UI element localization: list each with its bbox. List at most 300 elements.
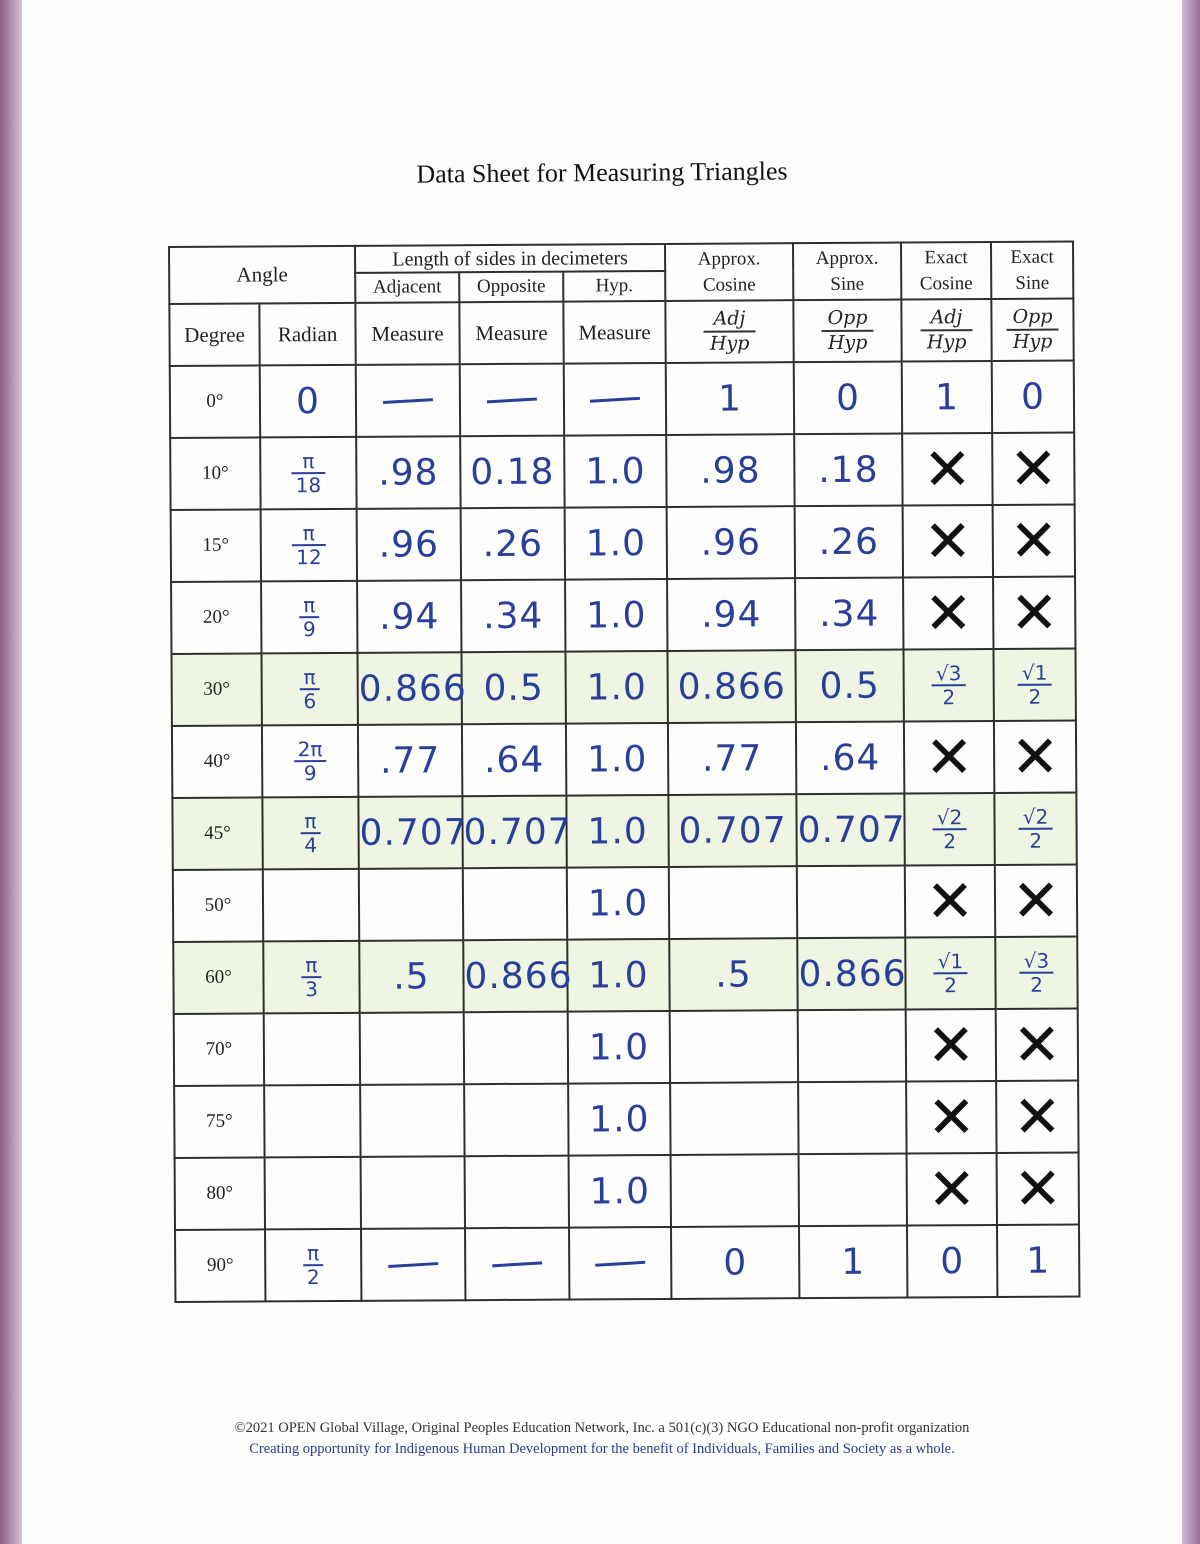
fraction-numerator: π <box>299 666 320 690</box>
radian-fraction <box>300 810 321 856</box>
header-approx-cosine-line2: Cosine <box>702 273 756 296</box>
opposite-value: .26 <box>482 523 544 565</box>
fraction-numerator: π <box>300 810 321 834</box>
adjacent-cell <box>358 652 467 725</box>
fraction-denominator: 2 <box>943 828 957 853</box>
approx-sine-cell <box>796 794 904 867</box>
exact-sine-cell <box>993 576 1075 648</box>
hyp-cell <box>564 435 666 508</box>
hyp-value: 1.0 <box>587 882 649 924</box>
adjacent-cell <box>361 1228 465 1301</box>
adjacent-cell <box>357 580 461 653</box>
exact-cosine-cell <box>905 865 995 938</box>
degree-cell <box>172 725 262 798</box>
opposite-value: .64 <box>483 739 545 781</box>
opposite-cell <box>462 652 566 725</box>
degree-value: 10° <box>202 462 229 484</box>
x-mark: ✕ <box>1011 866 1061 935</box>
fraction-denominator: 2 <box>306 1264 320 1289</box>
exact-sine-cell <box>992 360 1074 432</box>
exact-cosine-cell <box>906 1009 996 1082</box>
header-exact-cosine-line2: Cosine <box>919 272 973 294</box>
degree-cell <box>173 869 263 942</box>
approx-cosine-value: 0 <box>723 1241 748 1284</box>
header-exact-sine-line1: Exact <box>1010 246 1054 268</box>
approx-sine-value: 1 <box>841 1241 866 1283</box>
radian-cell <box>263 869 359 942</box>
exact-cosine-cell <box>907 1153 997 1226</box>
approx-cosine-cell <box>668 722 796 795</box>
exact-sine-cell <box>994 792 1076 864</box>
opposite-value: .34 <box>483 595 544 637</box>
degree-value: 30° <box>203 678 231 700</box>
radian-cell <box>260 365 356 438</box>
exact-sine-cell <box>995 936 1077 1008</box>
fraction-numerator: π <box>292 450 326 474</box>
opposite-value: 0.5 <box>483 667 544 709</box>
fraction-denominator: 4 <box>304 832 318 857</box>
radian-cell <box>264 1013 360 1086</box>
approx-sine-cell <box>797 938 905 1011</box>
radian-cell <box>263 941 359 1014</box>
fraction-numerator: π <box>299 594 320 618</box>
approx-cosine-cell <box>666 434 794 507</box>
exact-cosine-value: 1 <box>934 376 960 418</box>
adjacent-cell <box>361 1156 465 1229</box>
opposite-cell <box>461 508 565 581</box>
exact-cosine-fraction <box>934 950 968 996</box>
approx-cosine-cell <box>671 1154 799 1227</box>
exact-sine-cell <box>997 1224 1079 1296</box>
radian-fraction <box>292 522 326 568</box>
adjacent-cell <box>359 940 463 1013</box>
hyp-cell <box>567 867 669 940</box>
approx-sine-value: 0.707 <box>797 809 906 851</box>
hyp-value: 1.0 <box>589 1098 650 1140</box>
adjacent-value: .77 <box>379 739 441 782</box>
exact-cosine-cell <box>904 793 994 866</box>
hyp-value: 1.0 <box>585 522 647 564</box>
header-measure-hyp: Measure <box>563 301 665 364</box>
hyp-value-wrap <box>595 1254 645 1271</box>
hyp-value: 1.0 <box>585 450 646 492</box>
exact-sine-cell <box>995 864 1077 936</box>
fraction-numerator: π <box>292 522 326 546</box>
fraction-numerator: Adj <box>704 307 756 332</box>
x-mark: ✕ <box>1012 1082 1062 1151</box>
approx-cosine-value: 0.866 <box>677 665 786 708</box>
degree-value: 20° <box>202 606 230 628</box>
table-row <box>175 1152 1079 1230</box>
table-row <box>173 864 1077 942</box>
footer-tagline: Creating opportunity for Indigenous Human Development for the benefit of Individuals, Families and Society as a whole. <box>249 1441 955 1457</box>
fraction-denominator: 2 <box>1028 684 1042 709</box>
header-angle: Angle <box>169 246 355 304</box>
fraction-denominator: 6 <box>303 688 317 713</box>
opposite-value-wrap <box>487 391 537 408</box>
degree-cell <box>174 1013 264 1086</box>
approx-sine-cell <box>794 434 902 507</box>
header-exact-sine <box>991 241 1073 298</box>
degree-value: 70° <box>205 1038 233 1060</box>
opposite-cell <box>463 868 567 941</box>
degree-cell <box>171 653 261 726</box>
table-row <box>171 648 1075 726</box>
approx-cosine-cell <box>668 794 796 867</box>
header-opp-over-hyp <box>793 300 901 363</box>
fraction-numerator: π <box>301 954 322 978</box>
approx-cosine-cell <box>671 1226 799 1299</box>
exact-sine-cell <box>993 504 1075 576</box>
approx-sine-cell <box>796 650 904 723</box>
adjacent-value: 0.866 <box>358 667 467 710</box>
approx-cosine-value: .94 <box>701 593 762 636</box>
dash-mark <box>487 397 537 403</box>
degree-value: 40° <box>203 750 231 772</box>
hyp-cell <box>564 363 666 436</box>
header-approx-cosine <box>665 243 793 301</box>
degree-value: 0° <box>206 390 224 412</box>
exact-cosine-cell <box>907 1225 997 1298</box>
degree-cell <box>170 437 260 510</box>
header-hyp: Hyp. <box>563 271 665 302</box>
degree-cell <box>171 581 261 654</box>
exact-cosine-cell <box>903 505 993 578</box>
adjacent-value-wrap <box>383 391 433 408</box>
exact-sine-cell <box>997 1152 1079 1224</box>
dash-mark <box>388 1262 438 1268</box>
table-row <box>172 720 1076 798</box>
fraction-opp-hyp <box>821 307 873 355</box>
opposite-value: 0.866 <box>464 955 573 997</box>
hyp-value-wrap <box>590 390 640 407</box>
adjacent-cell <box>360 1012 464 1085</box>
exact-sine-fraction <box>1019 805 1053 851</box>
table-row <box>175 1224 1079 1302</box>
x-mark: ✕ <box>925 867 975 936</box>
hyp-value: 1.0 <box>588 954 649 996</box>
approx-sine-cell <box>795 506 903 579</box>
degree-value: 75° <box>205 1110 233 1132</box>
radian-cell <box>265 1157 361 1230</box>
hyp-value: 1.0 <box>588 1026 650 1068</box>
dash-mark <box>383 398 433 404</box>
x-mark: ✕ <box>926 1011 976 1080</box>
x-mark: ✕ <box>924 723 974 792</box>
approx-sine-cell <box>797 866 905 939</box>
degree-cell <box>171 509 261 582</box>
hyp-cell <box>568 1011 670 1084</box>
table-row <box>171 504 1075 582</box>
approx-sine-cell <box>796 722 904 795</box>
opposite-cell <box>462 796 572 869</box>
hyp-value: 1.0 <box>589 1170 651 1212</box>
table-row <box>170 360 1074 438</box>
fraction-denominator: Hyp <box>1012 330 1053 353</box>
approx-cosine-cell <box>669 866 797 939</box>
radian-cell <box>261 581 357 654</box>
approx-sine-value: 0.5 <box>819 665 880 707</box>
exact-cosine-cell <box>903 577 993 650</box>
adjacent-value-wrap <box>388 1255 438 1272</box>
degree-cell <box>173 941 263 1014</box>
exact-cosine-cell <box>902 433 992 506</box>
adjacent-cell <box>356 364 460 437</box>
approx-sine-cell <box>799 1226 907 1299</box>
x-mark: ✕ <box>1009 578 1059 647</box>
radian-fraction <box>294 738 327 784</box>
opposite-value: 0.707 <box>463 811 572 853</box>
header-degree: Degree <box>169 303 259 366</box>
x-mark: ✕ <box>1010 722 1060 791</box>
fraction-numerator: Adj <box>921 306 973 331</box>
opposite-cell <box>461 580 565 653</box>
exact-cosine-fraction <box>932 662 966 708</box>
x-mark: ✕ <box>1008 434 1058 503</box>
adjacent-value: .5 <box>393 955 430 998</box>
exact-cosine-cell <box>904 721 994 794</box>
radian-value: 0 <box>295 380 321 422</box>
exact-sine-fraction <box>1018 661 1052 707</box>
degree-value: 90° <box>206 1254 234 1276</box>
approx-cosine-cell <box>667 506 795 579</box>
adjacent-value: .94 <box>379 595 440 638</box>
adjacent-cell <box>357 508 461 581</box>
radian-fraction <box>299 666 320 712</box>
hyp-cell <box>566 651 668 724</box>
radian-cell <box>260 437 356 510</box>
header-approx-sine-line2: Sine <box>830 273 865 295</box>
approx-cosine-cell <box>670 1010 798 1083</box>
fraction-denominator: 2 <box>1029 828 1043 853</box>
fraction-numerator: π <box>303 1242 324 1266</box>
approx-sine-cell <box>794 362 902 435</box>
fraction-numerator: √3 <box>932 662 966 686</box>
hyp-value: 1.0 <box>586 594 647 636</box>
exact-sine-cell <box>996 1080 1078 1152</box>
degree-cell <box>174 1085 264 1158</box>
exact-cosine-fraction <box>933 806 967 852</box>
fraction-numerator: √2 <box>1019 805 1053 829</box>
fraction-denominator: 2 <box>1030 972 1044 997</box>
fraction-numerator: √1 <box>1018 661 1052 685</box>
fraction-denominator: 9 <box>303 760 317 785</box>
approx-sine-value: 0 <box>835 377 861 419</box>
approx-sine-value: .34 <box>819 593 880 635</box>
fraction-denominator: 2 <box>942 684 956 709</box>
adjacent-cell <box>356 436 460 509</box>
header-exact-cosine <box>901 242 991 300</box>
opposite-cell <box>460 436 564 509</box>
header-exact-sine-line2: Sine <box>1015 272 1050 294</box>
degree-cell <box>175 1157 265 1230</box>
approx-sine-cell <box>795 578 903 651</box>
dash-mark <box>595 1261 645 1267</box>
header-exact-adj-over-hyp <box>901 299 991 362</box>
header-exact-opp-over-hyp <box>991 298 1073 360</box>
x-mark: ✕ <box>927 1155 977 1224</box>
radian-fraction <box>303 1242 324 1288</box>
approx-sine-value: .26 <box>818 521 880 563</box>
x-mark: ✕ <box>923 579 973 648</box>
table-row <box>173 936 1077 1014</box>
fraction-numerator: √2 <box>933 806 967 830</box>
dash-mark <box>590 397 640 403</box>
approx-sine-value: .64 <box>819 737 881 779</box>
header-approx-sine-line1: Approx. <box>815 247 879 269</box>
fraction-numerator: √3 <box>1020 949 1054 973</box>
x-mark: ✕ <box>923 507 973 576</box>
fraction-denominator: 12 <box>296 544 322 569</box>
exact-sine-fraction <box>1020 949 1054 995</box>
table-row <box>171 576 1075 654</box>
table-row <box>170 432 1074 510</box>
hyp-cell <box>568 1083 670 1156</box>
hyp-cell <box>565 507 667 580</box>
opposite-cell <box>465 1156 569 1229</box>
degree-value: 80° <box>206 1182 234 1204</box>
hyp-value: 1.0 <box>586 738 648 780</box>
header-radian: Radian <box>259 303 355 366</box>
exact-sine-value: 1 <box>1026 1240 1051 1282</box>
worksheet-page <box>22 0 1182 1544</box>
fraction-numerator: Opp <box>1006 306 1058 331</box>
x-mark: ✕ <box>1012 1010 1062 1079</box>
fraction-exact-opp-hyp <box>1006 306 1058 354</box>
x-mark: ✕ <box>926 1083 976 1152</box>
degree-cell <box>170 365 260 438</box>
opposite-cell <box>462 724 566 797</box>
radian-cell <box>265 1229 361 1302</box>
adjacent-cell <box>359 868 463 941</box>
hyp-value: 1.0 <box>587 810 648 852</box>
degree-value: 15° <box>202 534 230 556</box>
exact-sine-cell <box>994 720 1076 792</box>
hyp-cell <box>567 939 669 1012</box>
adjacent-cell <box>358 796 468 869</box>
hyp-cell <box>566 723 668 796</box>
degree-value: 60° <box>205 966 232 988</box>
opposite-value-wrap <box>492 1255 542 1272</box>
fraction-denominator: 2 <box>944 972 958 997</box>
opposite-cell <box>460 364 564 437</box>
radian-cell <box>261 509 357 582</box>
approx-cosine-value: 1 <box>717 377 743 420</box>
approx-cosine-cell <box>670 1082 798 1155</box>
approx-cosine-cell <box>667 578 795 651</box>
degree-cell <box>175 1229 265 1302</box>
degree-value: 45° <box>204 822 231 844</box>
footer-copyright: ©2021 OPEN Global Village, Original Peoples Education Network, Inc. a 501(c)(3) NGO Educational non-profit organization <box>234 1420 970 1436</box>
approx-cosine-cell <box>668 650 796 723</box>
hyp-cell <box>566 795 668 868</box>
exact-sine-cell <box>994 648 1076 720</box>
table-row <box>172 792 1076 870</box>
exact-cosine-cell <box>904 649 994 722</box>
fraction-numerator: 2π <box>294 738 327 762</box>
page-title: Data Sheet for Measuring Triangles <box>416 156 788 189</box>
approx-sine-value: 0.866 <box>798 953 907 995</box>
table-body <box>170 360 1080 1302</box>
adjacent-cell <box>360 1084 464 1157</box>
approx-sine-value: .18 <box>818 449 879 491</box>
opposite-cell <box>464 1012 568 1085</box>
fraction-denominator: Hyp <box>709 332 750 355</box>
radian-cell <box>261 653 357 726</box>
table-row <box>174 1080 1078 1158</box>
opposite-cell <box>463 940 573 1013</box>
opposite-cell <box>464 1084 568 1157</box>
x-mark: ✕ <box>1013 1154 1063 1223</box>
approx-cosine-cell <box>669 938 797 1011</box>
hyp-cell <box>565 579 667 652</box>
triangle-data-table <box>168 240 1080 1303</box>
adjacent-cell <box>358 724 462 797</box>
fraction-denominator: Hyp <box>827 331 868 354</box>
table-row <box>174 1008 1078 1086</box>
fraction-denominator: 9 <box>302 616 316 641</box>
fraction-denominator: 18 <box>295 472 322 497</box>
opposite-cell <box>465 1228 569 1301</box>
radian-fraction <box>299 594 320 640</box>
fraction-exact-adj-hyp <box>921 306 973 354</box>
radian-cell <box>264 1085 360 1158</box>
adjacent-value: .98 <box>378 451 439 494</box>
x-mark: ✕ <box>1009 506 1059 575</box>
degree-value: 50° <box>204 894 232 916</box>
hyp-value: 1.0 <box>586 666 647 708</box>
header-opposite: Opposite <box>459 272 563 303</box>
approx-sine-cell <box>799 1154 907 1227</box>
radian-cell <box>262 797 358 870</box>
dash-mark <box>492 1261 542 1267</box>
degree-cell <box>172 797 262 870</box>
hyp-cell <box>569 1227 671 1300</box>
exact-sine-value: 0 <box>1020 376 1046 418</box>
approx-sine-cell <box>798 1082 906 1155</box>
approx-cosine-value: 0.707 <box>678 809 787 852</box>
fraction-adj-hyp <box>704 307 756 355</box>
approx-cosine-value: .77 <box>701 737 763 780</box>
x-mark: ✕ <box>922 435 972 504</box>
hyp-cell <box>569 1155 671 1228</box>
approx-cosine-cell <box>666 362 794 435</box>
exact-sine-cell <box>996 1008 1078 1080</box>
header-measure-adjacent: Measure <box>355 302 459 365</box>
radian-cell <box>262 725 358 798</box>
header-measure-opposite: Measure <box>459 302 563 365</box>
header-length-group: Length of sides in decimeters <box>355 244 665 273</box>
radian-fraction <box>301 954 322 1000</box>
exact-cosine-cell <box>902 361 992 434</box>
approx-cosine-value: .98 <box>700 449 761 492</box>
approx-cosine-value: .96 <box>700 521 762 564</box>
header-approx-sine <box>793 243 901 301</box>
opposite-value: 0.18 <box>470 451 555 493</box>
exact-cosine-cell <box>906 1081 996 1154</box>
approx-sine-cell <box>798 1010 906 1083</box>
footer <box>22 1418 1182 1460</box>
header-exact-cosine-line1: Exact <box>924 246 968 268</box>
adjacent-value: 0.707 <box>359 811 468 854</box>
exact-cosine-value: 0 <box>940 1240 965 1282</box>
fraction-denominator: Hyp <box>926 331 967 354</box>
fraction-denominator: 3 <box>305 976 318 1001</box>
header-approx-cosine-line1: Approx. <box>697 247 761 270</box>
exact-sine-cell <box>992 432 1074 504</box>
approx-cosine-value: .5 <box>715 953 752 996</box>
exact-cosine-cell <box>905 937 995 1010</box>
